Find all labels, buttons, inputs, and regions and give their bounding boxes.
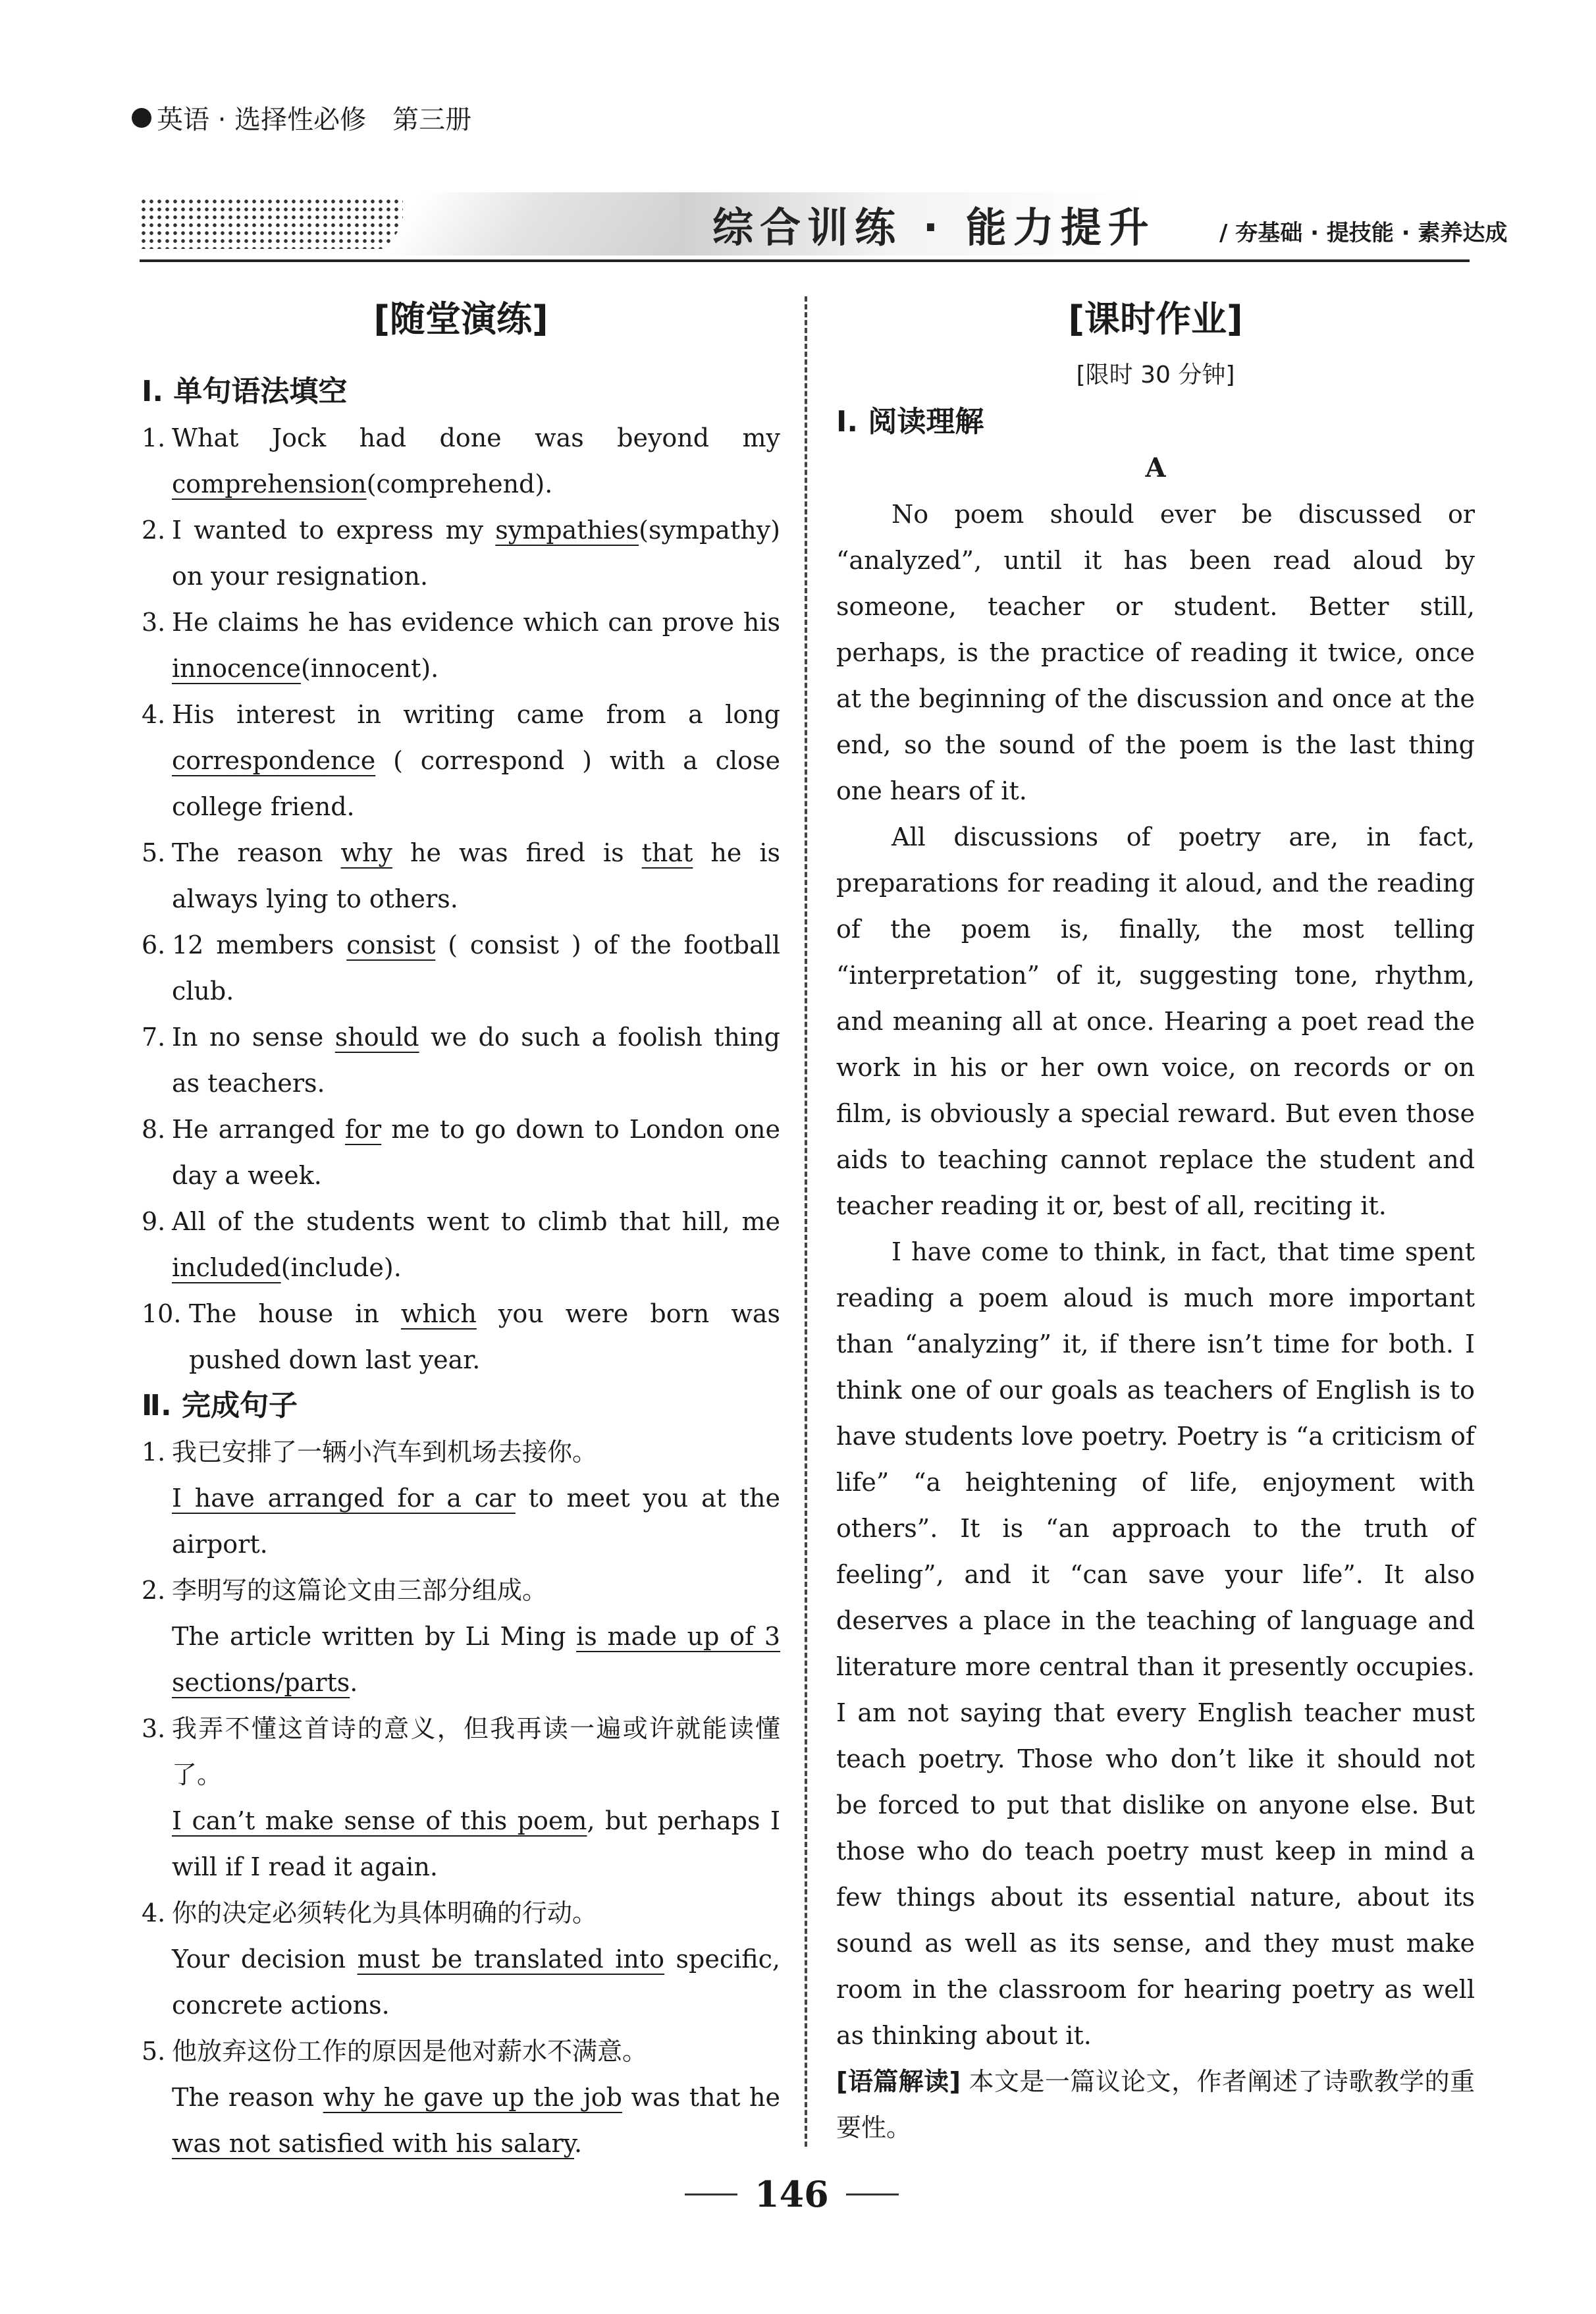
reading-part-title: Ⅰ. 阅读理解 (836, 405, 984, 439)
item-text: . (350, 1668, 358, 1697)
item-number: 5. (142, 2037, 166, 2066)
exercise-item (142, 830, 780, 922)
item-chinese-prompt: 李明写的这篇论文由三部分组成。 (172, 1576, 548, 1605)
bullet-icon (132, 108, 151, 128)
item-sentence (172, 830, 780, 922)
item-body (172, 1198, 780, 1291)
item-number: 1. (142, 1438, 166, 1466)
item-text: All of the students went to climb that hill, me (172, 1207, 780, 1236)
exercise-item (142, 1706, 780, 1890)
item-text: he is always lying to others. (172, 838, 780, 913)
exercise-item (142, 1106, 780, 1198)
item-number: 4. (142, 1898, 166, 1927)
exercise-item (142, 507, 780, 599)
item-number: 7. (142, 1023, 166, 1052)
banner-rule (140, 259, 1470, 262)
answer-blank: why he gave up the job (323, 2083, 622, 2112)
item-chinese-prompt: 他放弃这份工作的原因是他对薪水不满意。 (172, 2037, 648, 2066)
item-text: He claims he has evidence which can prove his (172, 608, 780, 637)
item-text: to meet you at the airport. (172, 1484, 780, 1559)
item-number: 2. (142, 516, 166, 545)
item-body (172, 922, 780, 1014)
item-body (172, 1014, 780, 1106)
answer-blank: that (641, 838, 693, 867)
running-header (132, 99, 471, 136)
left-column (142, 277, 780, 2166)
exercise-item (142, 691, 780, 830)
answer-blank: comprehension (172, 470, 367, 498)
item-text: you were born was pushed down last year. (189, 1299, 780, 1374)
item-chinese-prompt: 我弄不懂这首诗的意义，但我再读一遍或许就能读懂了。 (172, 1714, 780, 1789)
item-text: (sympathy) on your resignation. (172, 516, 780, 591)
item-text: , but perhaps I will if I read it again. (172, 1806, 780, 1881)
item-number: 3. (142, 608, 166, 637)
page-number (685, 2173, 899, 2215)
item-text: 12 members (172, 930, 347, 959)
item-body (189, 1291, 780, 1383)
item-text: The reason (172, 2083, 323, 2112)
item-text: ( consist ) of the football club. (172, 930, 780, 1006)
item-number: 1. (142, 423, 166, 452)
item-chinese-prompt: 你的决定必须转化为具体明确的行动。 (172, 1898, 598, 1927)
section-title-homework: [课时作业] (1068, 298, 1243, 340)
exercise-item (142, 1291, 780, 1383)
item-sentence (172, 1014, 780, 1106)
item-body (172, 1706, 780, 1890)
item-sentence (172, 507, 780, 599)
item-number: 5. (142, 838, 166, 867)
item-number: 10. (142, 1299, 182, 1328)
grammar-fill-list (142, 415, 780, 1383)
answer-blank: included (172, 1253, 281, 1282)
exercise-item (142, 2028, 780, 2166)
exercise-item (142, 1198, 780, 1291)
answer-blank: I have arranged for a car (172, 1484, 516, 1513)
item-chinese-prompt: 我已安排了一辆小汽车到机场去接你。 (172, 1438, 598, 1466)
item-body (172, 691, 780, 830)
item-sentence (172, 1798, 780, 1890)
item-sentence (172, 1475, 780, 1567)
item-number: 2. (142, 1576, 166, 1605)
item-text: ( correspond ) with a close college friend. (172, 746, 780, 821)
exercise-item (142, 1890, 780, 2028)
banner-dot-pattern (140, 198, 403, 249)
item-number: 8. (142, 1115, 166, 1144)
item-sentence (189, 1291, 780, 1383)
item-sentence (172, 2074, 780, 2166)
banner-title: 综合训练 · 能力提升 (712, 203, 1156, 252)
part2-title: Ⅱ. 完成句子 (142, 1389, 298, 1422)
item-body (172, 1429, 780, 1567)
passage-note (836, 2058, 1475, 2151)
answer-blank: was not satisfied with his salary (172, 2129, 575, 2158)
answer-blank: for (345, 1115, 382, 1144)
item-body (172, 2028, 780, 2166)
banner-subtitle: / 夯基础 · 提技能 · 素养达成 (1219, 220, 1508, 246)
right-column (836, 277, 1475, 2151)
page-number-value: 146 (755, 2173, 829, 2215)
item-text: In no sense (172, 1023, 335, 1052)
page-number-dash-left (685, 2193, 737, 2195)
answer-blank: correspondence (172, 746, 376, 775)
section-title-classroom: [随堂演练] (373, 298, 548, 340)
answer-blank: why (340, 838, 392, 867)
answer-blank: innocence (172, 654, 301, 683)
item-body (172, 507, 780, 599)
item-body (172, 599, 780, 691)
answer-blank: must be translated into (357, 1945, 665, 1974)
passage-paragraph: All discussions of poetry are, in fact, preparations for reading it aloud, and the reading of the poem is, finally, the most telling “interpretation” of it, suggesting tone, rhythm, and meaning all at once. Hearing a poet read the work in his or her own voice, on records or on film, is obviously a special reward. But even those aids to teaching cannot replace the student and teacher reading it or, best of all, reciting it. (836, 822, 1475, 1220)
answer-blank: is made up of 3 sections/parts (172, 1622, 781, 1697)
item-text: The reason (172, 838, 341, 867)
reading-passage (836, 491, 1475, 2058)
item-number: 4. (142, 700, 166, 729)
exercise-item (142, 1014, 780, 1106)
item-text: me to go down to London one day a week. (172, 1115, 780, 1190)
exercise-item (142, 922, 780, 1014)
exercise-item (142, 1567, 780, 1706)
item-prompt-line (172, 1567, 780, 1613)
item-text: I wanted to express my (172, 516, 496, 545)
item-number: 9. (142, 1207, 166, 1236)
item-text: (include). (280, 1253, 402, 1282)
item-body (172, 415, 780, 507)
item-text: we do such a foolish thing as teachers. (172, 1023, 780, 1098)
item-text: Your decision (172, 1945, 358, 1974)
exercise-item (142, 415, 780, 507)
item-sentence (172, 599, 780, 691)
item-text: was that he (622, 2083, 780, 2112)
item-text: The house in (189, 1299, 401, 1328)
item-prompt-line (172, 1890, 780, 1936)
item-text: He arranged (172, 1115, 346, 1144)
item-sentence (172, 922, 780, 1014)
item-sentence (172, 415, 780, 507)
note-label: [语篇解读] (836, 2067, 961, 2096)
answer-blank: consist (346, 930, 436, 959)
answer-blank: sympathies (495, 516, 639, 545)
item-sentence (172, 691, 780, 830)
page-number-dash-right (846, 2193, 899, 2195)
exercise-item (142, 599, 780, 691)
item-text: (comprehend). (366, 470, 553, 498)
passage-paragraph: No poem should ever be discussed or “analyzed”, until it has been read aloud by someone, teacher or student. Better still, perhaps, is the practice of reading it twice, once at the beginning of the discussion and once at the end, so the sound of the poem is the last thing one hears of it. (836, 500, 1475, 805)
note-text: 本文是一篇议论文，作者阐述了诗歌教学的重要性。 (836, 2067, 1475, 2142)
answer-blank: I can’t make sense of this poem (172, 1806, 587, 1835)
item-body (172, 830, 780, 922)
item-number: 3. (142, 1714, 166, 1743)
item-number: 6. (142, 930, 166, 959)
time-limit: [限时 30 分钟] (1076, 362, 1235, 389)
item-text: His interest in writing came from a long (172, 700, 780, 729)
item-text: . (574, 2129, 583, 2158)
sentence-completion-list (142, 1429, 780, 2166)
section-banner (140, 186, 1508, 262)
answer-blank: which (400, 1299, 477, 1328)
item-prompt-line (172, 2028, 780, 2074)
passage-paragraph: I have come to think, in fact, that time spent reading a poem aloud is much more important than “analyzing” it, if there isn’t time for both. I think one of our goals as teachers of English is to have students love poetry. Poetry is “a criticism of life” “a heightening of life, enjoyment with others”. It is “an approach to the truth of feeling”, and it “can save your life”. It also deserves a place in the teaching of language and literature more central than it presently occupies. I am not saying that every English teacher must teach poetry. Those who don’t like it should not be forced to put that dislike on anyone else. But those who do teach poetry must keep in mind a few things about its essential nature, about its sound as well as its sense, and they must make room in the classroom for hearing poetry as well as thinking about it. (836, 1237, 1475, 2050)
book-title: 英语 · 选择性必修 第三册 (157, 105, 472, 135)
item-body (172, 1890, 780, 2028)
item-body (172, 1106, 780, 1198)
item-sentence (172, 1613, 780, 1706)
item-text: specific, concrete actions. (172, 1945, 780, 2020)
item-body (172, 1567, 780, 1706)
item-prompt-line (172, 1706, 780, 1798)
exercise-item (142, 1429, 780, 1567)
item-sentence (172, 1106, 780, 1198)
item-text: (innocent). (301, 654, 439, 683)
item-text: What Jock had done was beyond my (172, 423, 780, 452)
passage-label: A (1145, 452, 1166, 483)
item-sentence (172, 1936, 780, 2028)
item-sentence (172, 1198, 780, 1291)
item-text: he was fired is (392, 838, 642, 867)
item-prompt-line (172, 1429, 780, 1475)
banner-gradient (382, 192, 728, 256)
item-text: The article written by Li Ming (172, 1622, 577, 1651)
column-divider (805, 296, 807, 2147)
part1-title: Ⅰ. 单句语法填空 (142, 375, 348, 408)
answer-blank: should (334, 1023, 419, 1052)
